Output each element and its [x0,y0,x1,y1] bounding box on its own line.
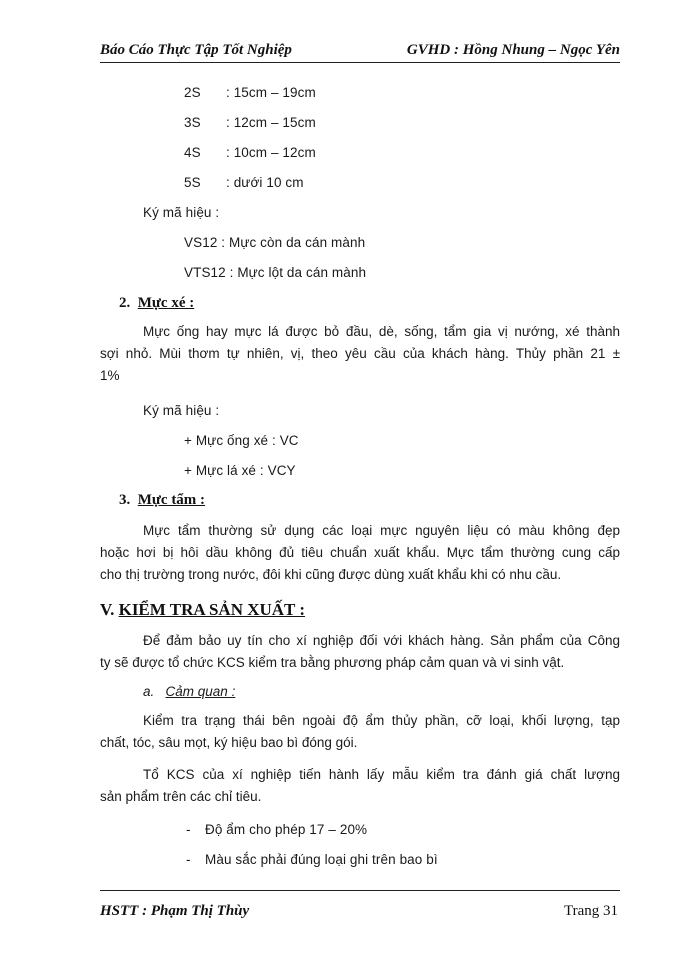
para-line: hoặc hơi bị hôi dầu không đủ tiêu chuẩn xuất khẩu. Mực tẩm thường cung cấp [100,545,620,560]
footer-author: HSTT : Phạm Thị Thùy [100,903,250,919]
item2-heading [119,295,194,312]
size-code: 5S [184,175,201,190]
para-line: Tổ KCS của xí nghiệp tiến hành lấy mẫu kiểm tra đánh giá chất lượng [143,767,620,782]
item3-paragraph [100,520,620,586]
symbol-item: + Mực lá xé : VCY [184,463,296,478]
subsection-heading [143,684,235,699]
inspection-paragraph [100,710,620,754]
kcs-paragraph [100,764,620,808]
item2-number: 2. [119,295,131,311]
section5-title: KIỂM TRA SẢN XUẤT : [118,600,305,619]
size-range: : dưới 10 cm [226,175,304,190]
item3-heading [119,492,205,509]
item3-title: Mực tẩm : [137,492,206,508]
para-line: cho thị trường trong nước, đôi khi cũng được dùng xuất khẩu khi có nhu cầu. [100,567,562,582]
footer-rule [100,890,620,891]
section5-number: V. [100,600,115,619]
size-code: 2S [184,85,201,100]
item2-title: Mực xé : [137,295,195,311]
size-code: 4S [184,145,201,160]
para-line: Mực tẩm thường sử dụng các loại mực nguyên liệu có màu không đẹp [143,523,620,538]
header-title: Báo Cáo Thực Tập Tốt Nghiệp [100,42,292,58]
symbol-item: VTS12 : Mực lột da cán mành [184,265,367,280]
symbol-item: VS12 : Mực còn da cán mành [184,235,366,250]
item2-paragraph [100,321,620,387]
size-code: 3S [184,115,201,130]
bullet-dash: - [186,822,191,837]
bullet-item: Màu sắc phải đúng loại ghi trên bao bì [205,852,438,867]
bullet-item: Độ ẩm cho phép 17 – 20% [205,822,368,837]
para-line: ty sẽ được tổ chức KCS kiểm tra bằng phương pháp cảm quan và vi sinh vật. [100,655,565,670]
size-range: : 15cm – 19cm [226,85,316,100]
para-line: 1% [100,368,120,383]
para-line: sợi nhỏ. Mùi thơm tự nhiên, vị, theo yêu cầu của khách hàng. Thủy phần 21 ± [100,346,620,361]
symbol-label: Ký mã hiệu : [143,403,220,418]
header-rule [100,62,620,63]
size-range: : 12cm – 15cm [226,115,316,130]
symbol-item: + Mực ống xé : VC [184,433,299,448]
item3-number: 3. [119,492,131,508]
size-range: : 10cm – 12cm [226,145,316,160]
para-line: Mực ống hay mực lá được bỏ đầu, dè, sống, tẩm gia vị nướng, xé thành [143,324,620,339]
subsection-letter: a. [143,684,155,699]
page-number: Trang 31 [563,903,618,919]
para-line: sản phẩm trên các chỉ tiêu. [100,789,262,804]
header-advisors: GVHD : Hồng Nhung – Ngọc Yên [406,42,620,58]
para-line: Để đảm bảo uy tín cho xí nghiệp đối với khách hàng. Sản phẩm của Công [143,633,620,648]
section5-heading [100,600,305,620]
para-line: chất, tóc, sâu mọt, ký hiệu bao bì đóng gói. [100,735,358,750]
symbol-label: Ký mã hiệu : [143,205,220,220]
bullet-dash: - [186,852,191,867]
para-line: Kiểm tra trạng thái bên ngoài độ ẩm thủy phần, cỡ loại, khối lượng, tạp [143,713,620,728]
section5-paragraph [100,630,620,674]
subsection-title: Cảm quan : [165,684,236,699]
